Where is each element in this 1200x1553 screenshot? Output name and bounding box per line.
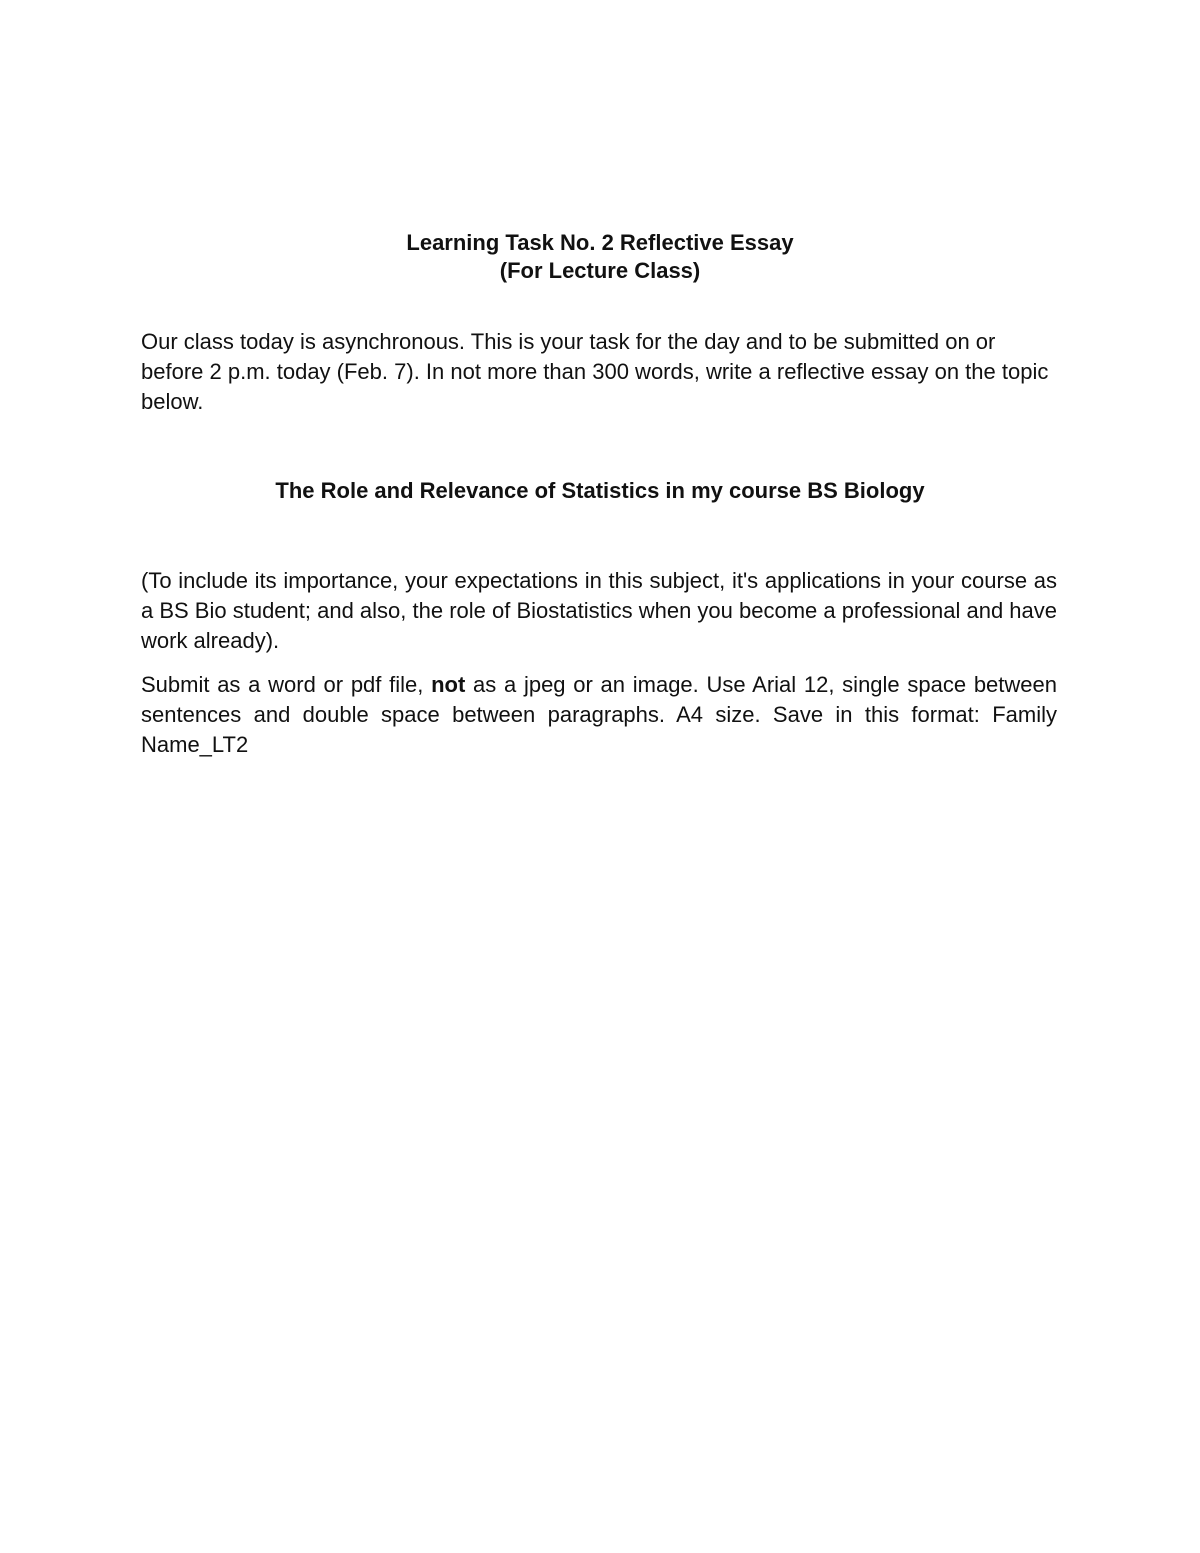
include-note-paragraph: (To include its importance, your expectations in this subject, it's applications in your course as a BS Bio student; and also, the role of Biostatistics when you become a professional and have work already). <box>141 568 1057 653</box>
submit-text-after: as a jpeg or an image. Use Arial 12, single space between sentences and double space between paragraphs. A4 size. Save in this format: Family Name_LT2 <box>141 672 1058 757</box>
submission-instructions-paragraph <box>141 670 1057 760</box>
submit-emphasis: not <box>431 672 466 697</box>
document-subtitle: (For Lecture Class) <box>499 258 701 283</box>
essay-topic-heading: The Role and Relevance of Statistics in my course BS Biology <box>275 478 925 503</box>
submit-text-before: Submit as a word or pdf file, <box>141 672 432 697</box>
intro-paragraph: Our class today is asynchronous. This is your task for the day and to be submitted on or before 2 p.m. today (Feb. 7). In not more than 300 words, write a reflective essay on the topic below. <box>141 329 1049 414</box>
document-title: Learning Task No. 2 Reflective Essay <box>406 230 794 255</box>
